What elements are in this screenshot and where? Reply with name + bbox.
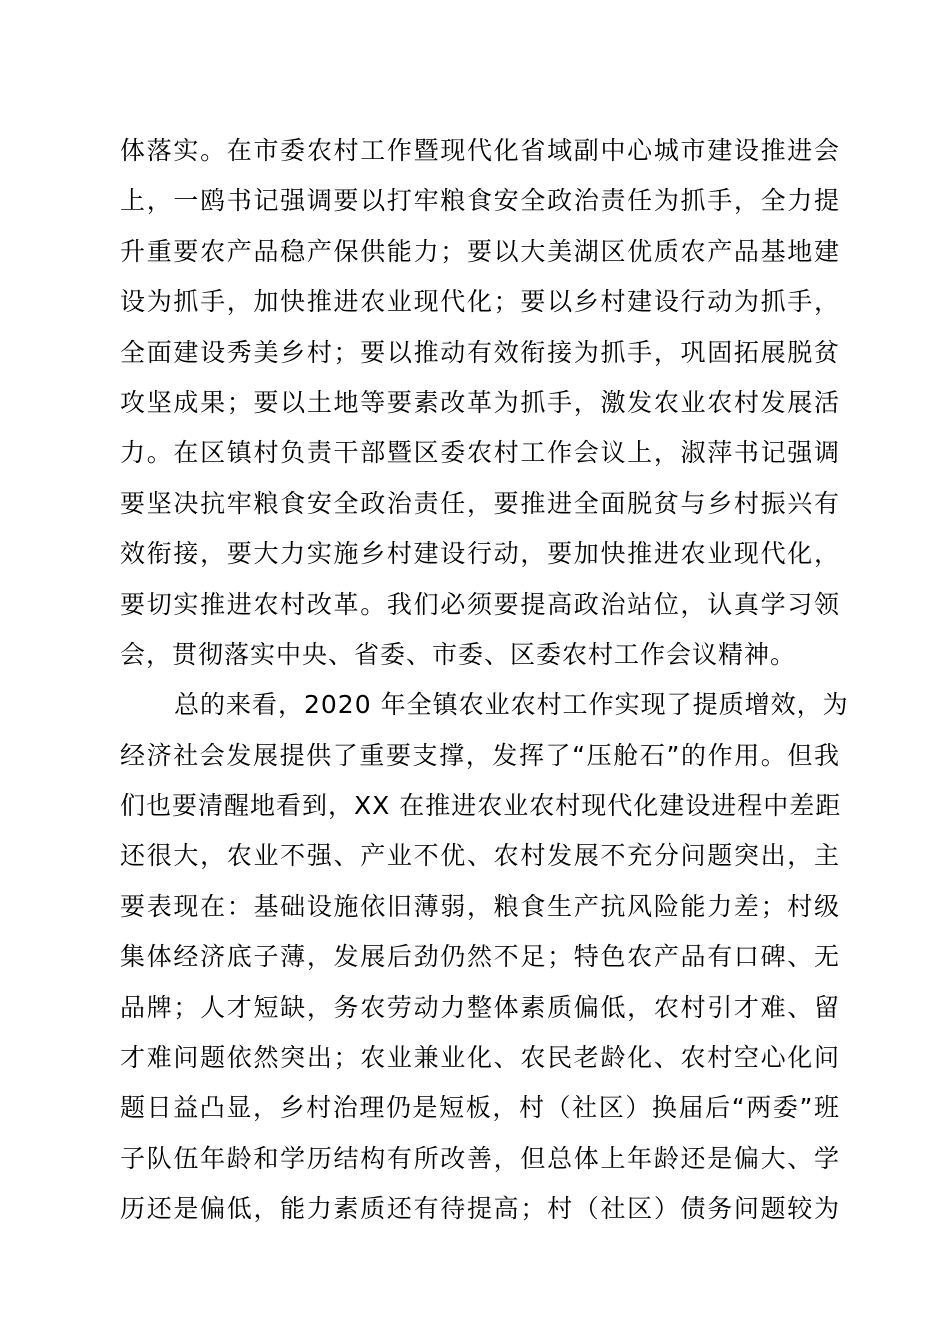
text-line: 要坚决抗牢粮食安全政治责任，要推进全面脱贫与乡村振兴有 (120, 488, 840, 518)
paragraph-1 (120, 126, 840, 680)
paragraph-2 (120, 680, 849, 1234)
text-line: 子队伍年龄和学历结构有所改善，但总体上年龄还是偏大、学 (120, 1143, 840, 1173)
text-line: 力。在区镇村负责干部暨区委农村工作会议上，淑萍书记强调 (120, 438, 840, 468)
text-line: 升重要农产品稳产保供能力；要以大美湖区优质农产品基地建 (120, 236, 840, 266)
text-line: 经济社会发展提供了重要支撑，发挥了“压舱石”的作用。但我 (120, 740, 840, 770)
text-line: 集体经济底子薄，发展后劲仍然不足；特色农产品有口碑、无 (120, 942, 840, 972)
text-line: 会，贯彻落实中央、省委、市委、区委农村工作会议精神。 (120, 639, 797, 669)
text-line: 才难问题依然突出；农业兼业化、农民老龄化、农村空心化问 (120, 1043, 840, 1073)
text-line: 上，一鸥书记强调要以打牢粮食安全政治责任为抓手，全力提 (120, 186, 840, 216)
text-line: 们也要清醒地看到，XX 在推进农业农村现代化建设进程中差距 (120, 791, 842, 821)
text-line: 题日益凸显，乡村治理仍是短板，村（社区）换届后“两委”班 (120, 1093, 840, 1123)
text-line: 还很大，农业不强、产业不优、农村发展不充分问题突出，主 (120, 841, 840, 871)
text-line: 全面建设秀美乡村；要以推动有效衔接为抓手，巩固拓展脱贫 (120, 337, 840, 367)
text-line: 体落实。在市委农村工作暨现代化省域副中心城市建设推进会 (120, 136, 840, 165)
text-line: 要切实推进农村改革。我们必须要提高政治站位，认真学习领 (120, 589, 840, 619)
text-line: 总的来看，2020 年全镇农业农村工作实现了提质增效，为 (174, 690, 849, 720)
text-line: 设为抓手，加快推进农业现代化；要以乡村建设行动为抓手， (120, 287, 840, 317)
body-text (120, 126, 849, 1235)
text-line: 攻坚成果；要以土地等要素改革为抓手，激发农业农村发展活 (120, 387, 840, 417)
text-line: 效衔接，要大力实施乡村建设行动，要加快推进农业现代化， (120, 539, 840, 569)
text-line: 要表现在：基础设施依旧薄弱，粮食生产抗风险能力差；村级 (120, 891, 840, 921)
text-line: 品牌；人才短缺，务农劳动力整体素质偏低，农村引才难、留 (120, 992, 840, 1022)
text-line: 历还是偏低，能力素质还有待提高；村（社区）债务问题较为 (120, 1194, 840, 1224)
